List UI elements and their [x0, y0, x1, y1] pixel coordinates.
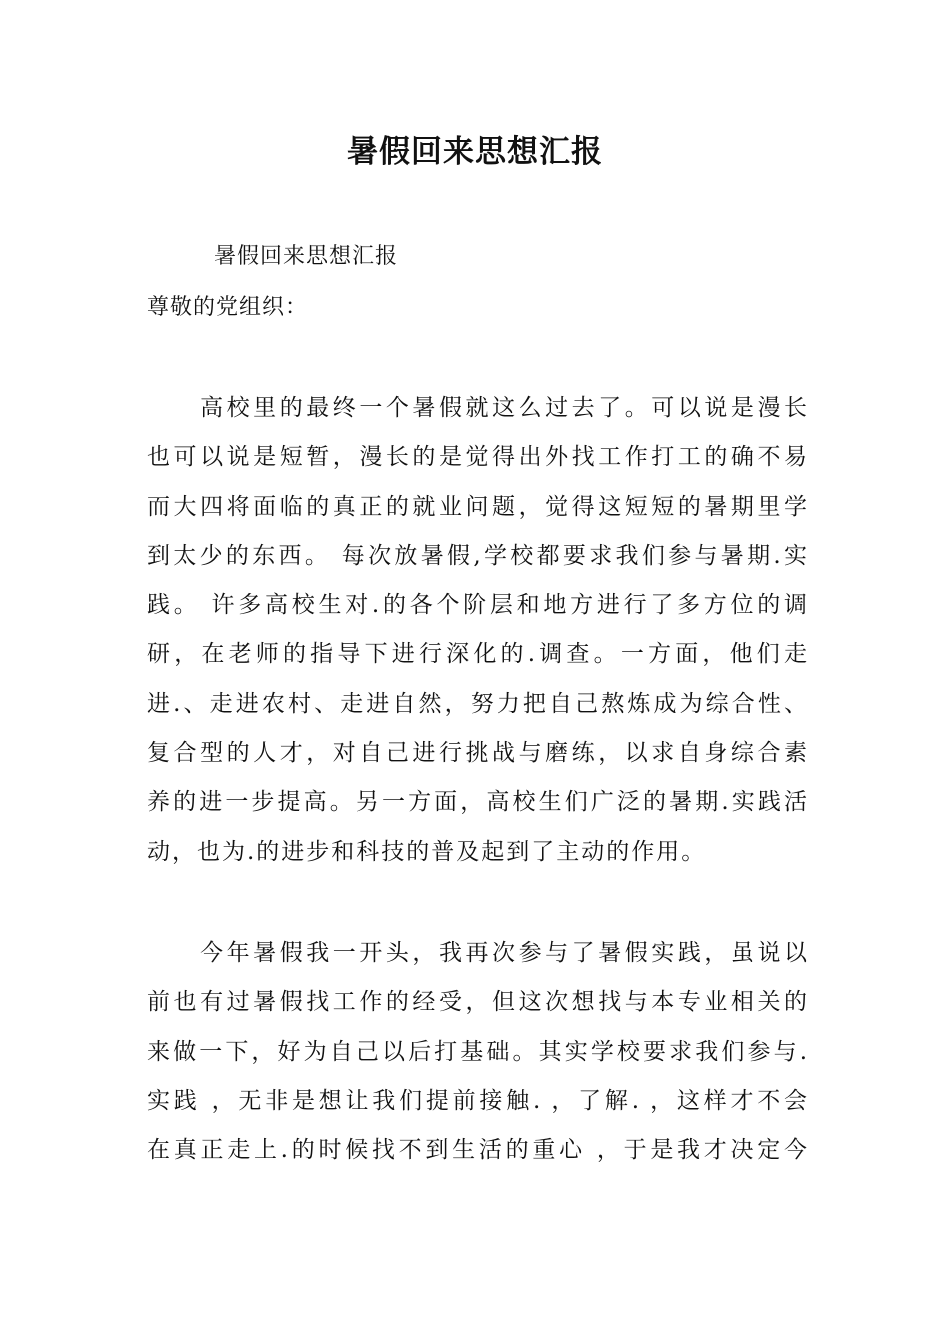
paragraph-line: 前也有过暑假找工作的经受，但这次想找与本专业相关的 [147, 989, 807, 1016]
paragraph-2 [147, 933, 807, 1179]
document-title: 暑假回来思想汇报 [347, 134, 603, 170]
paragraph-line: 动，也为.的进步和科技的普及起到了主动的作用。 [147, 838, 707, 865]
paragraph-line: 在真正走上.的时候找不到生活的重心 ，于是我才决定今 [147, 1137, 807, 1164]
paragraph-line: 也可以说是短暂，漫长的是觉得出外找工作打工的确不易 [147, 444, 807, 471]
paragraph-1 [147, 388, 807, 881]
document-subtitle: 暑假回来思想汇报 [214, 244, 399, 269]
paragraph-line: 养的进一步提高。另一方面，高校生们广泛的暑期.实践活 [147, 789, 807, 816]
paragraph-line: 研，在老师的指导下进行深化的.调查。一方面，他们走 [147, 641, 807, 668]
paragraph-line: 高校里的最终一个暑假就这么过去了。可以说是漫长 [147, 395, 807, 421]
paragraph-line: 进.、走进农村、走进自然，努力把自己熬炼成为综合性、 [147, 690, 807, 717]
salutation: 尊敬的党组织： [147, 295, 309, 320]
paragraph-line: 复合型的人才，对自己进行挑战与磨练，以求自身综合素 [147, 740, 807, 767]
paragraph-line: 践。 许多高校生对.的各个阶层和地方进行了多方位的调 [147, 592, 807, 619]
paragraph-line: 而大四将面临的真正的就业问题，觉得这短短的暑期里学 [147, 493, 807, 520]
paragraph-line: 今年暑假我一开头，我再次参与了暑假实践，虽说以 [147, 940, 807, 966]
paragraph-line: 实践 ，无非是想让我们提前接触. ，了解. ，这样才不会 [147, 1087, 807, 1114]
paragraph-line: 到太少的东西。 每次放暑假,学校都要求我们参与暑期.实 [147, 542, 807, 569]
paragraph-line: 来做一下，好为自己以后打基础。其实学校要求我们参与. [147, 1038, 807, 1065]
